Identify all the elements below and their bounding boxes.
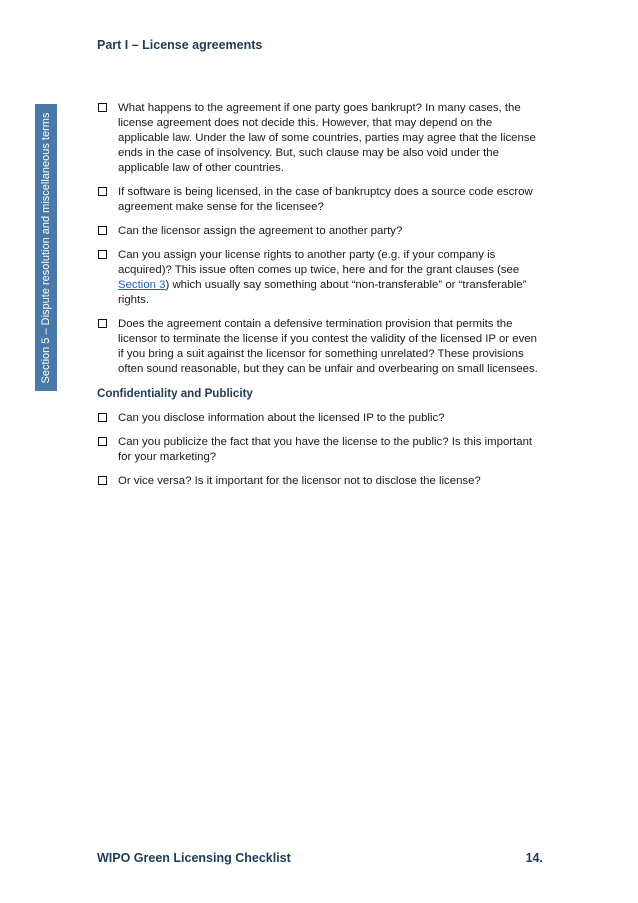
checklist-item-text: Or vice versa? Is it important for the licensor not to disclose the license? [118, 475, 481, 487]
checklist-item [97, 248, 543, 308]
checklist-item-text: If software is being licensed, in the case of bankruptcy does a source code escrow agreement make sense for the licensee? [118, 186, 533, 213]
page-header-title: Part I – License agreements [97, 38, 263, 52]
section-3-link[interactable]: Section 3 [118, 279, 166, 291]
checkbox-icon[interactable] [98, 437, 107, 446]
checkbox-icon[interactable] [98, 187, 107, 196]
checkbox-icon[interactable] [98, 250, 107, 259]
checklist-item-text: What happens to the agreement if one party goes bankrupt? In many cases, the license agreement does not decide this. However, that may depend on the applicable law. Under the law of some countries, parties may agree that the license ends in the case of insolvency. But, such clause may be also void under the applicable law of other countries. [118, 102, 536, 174]
checklist-item-text: Can you disclose information about the licensed IP to the public? [118, 412, 445, 424]
section-side-tab-label: Section 5 – Dispute resolution and miscellaneous terms [40, 112, 52, 383]
checkbox-icon[interactable] [98, 226, 107, 235]
checklist-item-text [118, 248, 543, 308]
checklist-item [97, 224, 543, 239]
checklist-content [97, 101, 543, 498]
checklist-item [97, 317, 543, 377]
checkbox-icon[interactable] [98, 319, 107, 328]
section-side-tab [35, 104, 57, 391]
checklist-item [97, 435, 543, 465]
checkbox-icon[interactable] [98, 413, 107, 422]
checklist-item [97, 411, 543, 426]
checkbox-icon[interactable] [98, 476, 107, 485]
text-segment: ) which usually say something about “non-transferable” or “transferable” rights. [118, 279, 527, 306]
checklist-item [97, 185, 543, 215]
text-segment: Can you assign your license rights to another party (e.g. if your company is acquired)? This issue often comes up twice, here and for the grant clauses (see [118, 249, 520, 276]
checkbox-icon[interactable] [98, 103, 107, 112]
section-subheading: Confidentiality and Publicity [97, 387, 253, 400]
checklist-item [97, 474, 543, 489]
footer-document-title: WIPO Green Licensing Checklist [97, 851, 291, 865]
checklist-item-text: Can the licensor assign the agreement to another party? [118, 225, 403, 237]
checklist-item [97, 101, 543, 176]
checklist-item-text: Can you publicize the fact that you have the license to the public? Is this important for your marketing? [118, 436, 533, 463]
footer-page-number: 14. [525, 851, 543, 865]
checklist-item-text: Does the agreement contain a defensive termination provision that permits the licensor to terminate the license if you contest the validity of the licensed IP or even if you bring a suit against the licensor for something unrelated? These provisions often sound reasonable, but they can be unfair and overbearing on small licensees. [118, 318, 538, 375]
